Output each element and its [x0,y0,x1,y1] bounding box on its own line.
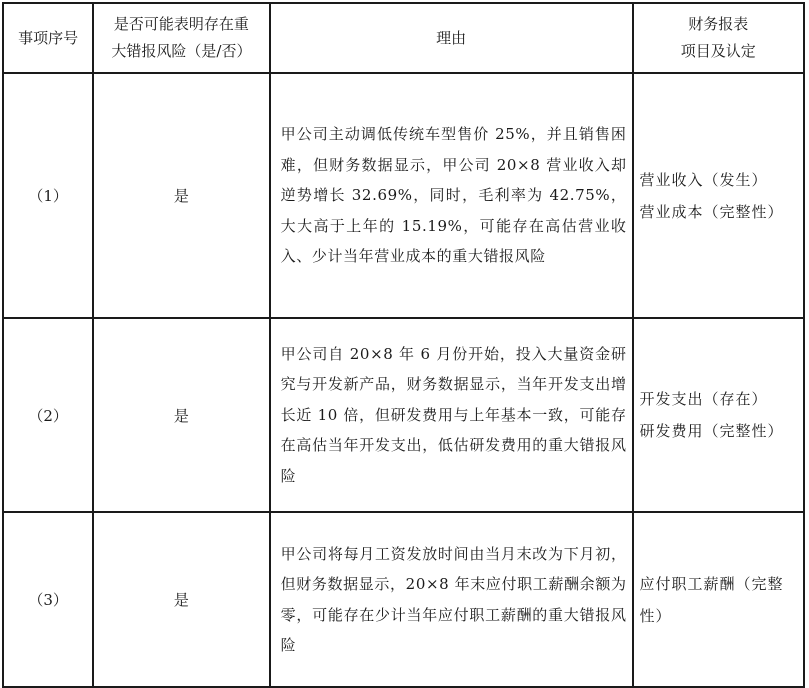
header-reason-label: 理由 [436,28,467,47]
statement-item-line-2: 营业成本（完整性） [639,202,784,221]
header-risk-line-1: 是否可能表明存在重 [113,15,249,33]
cell-reason: 甲公司自 20×8 年 6 月份开始，投入大量资金研究与开发新产品，财务数据显示，当年开发支出增长近 10 倍，但研发费用与上年基本一致，可能存在高估当年开发支出，低估研发费用的重大错报风险 [270,318,633,512]
header-statement-item-line-2: 项目及认定 [680,42,756,60]
header-statement-item [633,3,804,73]
audit-risk-table [2,2,805,688]
cell-risk-answer: 是 [93,73,269,318]
header-statement-item-line-1: 财务报表 [688,15,749,33]
cell-item-number: （2） [3,318,93,512]
cell-risk-answer: 是 [93,318,269,512]
header-reason [270,3,633,73]
cell-reason: 甲公司主动调低传统车型售价 25%，并且销售困难，但财务数据显示，甲公司 20×8 营业收入却逆势增长 32.69%，同时，毛利率为 42.75%，大大高于上年的 15.19%，可能存在高估营业收入、少计当年营业成本的重大错报风险 [270,73,633,318]
statement-item-line-1: 营业收入（发生） [639,170,768,189]
statement-item-line-2: 研发费用（完整性） [639,422,784,440]
table-body [3,73,804,687]
cell-statement-item [633,512,804,687]
cell-item-number: （1） [3,73,93,318]
cell-statement-item [633,73,804,318]
cell-reason: 甲公司将每月工资发放时间由当月末改为下月初，但财务数据显示，20×8 年末应付职工薪酬余额为零，可能存在少计当年应付职工薪酬的重大错报风险 [270,512,633,687]
header-item-number-label: 事项序号 [18,28,79,47]
header-item-number [3,3,93,73]
table-row [3,318,804,512]
table-row [3,512,804,687]
statement-item-line-1: 开发支出（存在） [639,390,768,408]
header-risk-line-2: 大错报风险（是/否） [111,42,252,60]
header-risk [93,3,269,73]
header-row [3,3,804,73]
cell-statement-item [633,318,804,512]
cell-item-number: （3） [3,512,93,687]
cell-risk-answer: 是 [93,512,269,687]
table-header [3,3,804,73]
table-row [3,73,804,318]
statement-item-line-1: 应付职工薪酬（完整性） [639,574,784,625]
